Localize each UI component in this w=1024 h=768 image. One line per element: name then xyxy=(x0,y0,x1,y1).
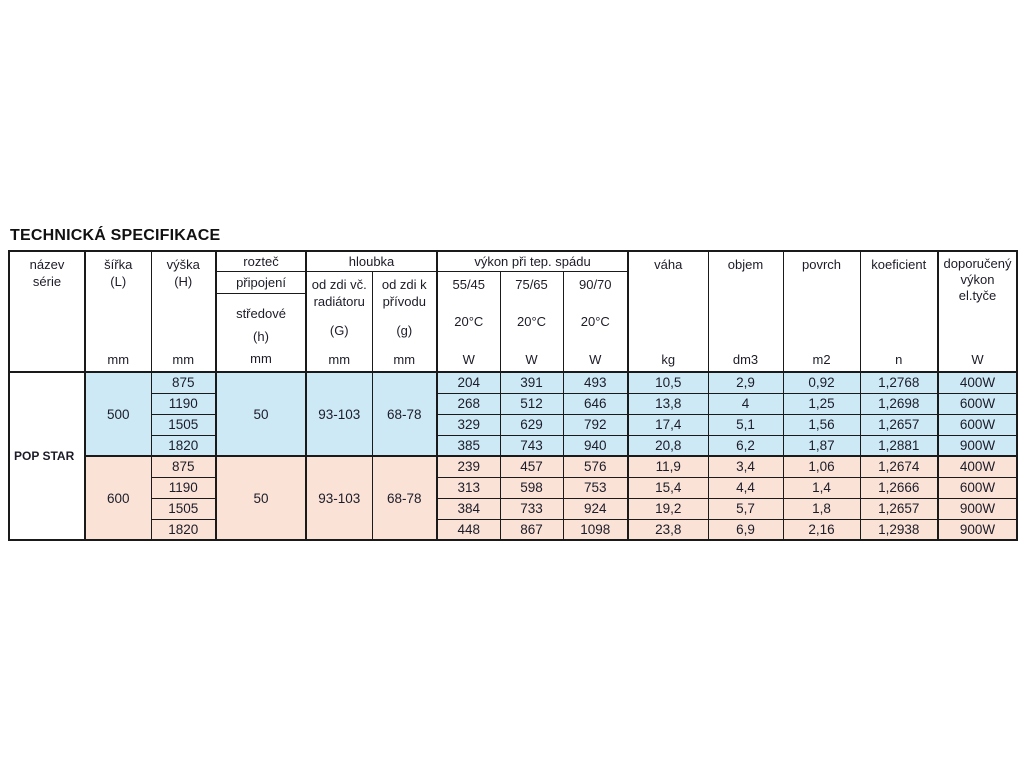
header-label: 20°C xyxy=(516,314,547,330)
unit-label: n xyxy=(895,352,903,367)
depth-radiator-cell: 93-103 xyxy=(306,456,372,540)
coefficient-cell: 1,2881 xyxy=(860,435,938,456)
header-roztec xyxy=(216,251,306,271)
height-cell: 1505 xyxy=(151,414,216,435)
header-label: rozteč xyxy=(243,253,279,269)
recommended-power-cell: 400W xyxy=(938,456,1017,477)
surface-cell: 1,56 xyxy=(783,414,860,435)
unit-label: mm xyxy=(393,351,416,367)
header-doporuceny xyxy=(938,251,1017,372)
header-povrch xyxy=(783,251,860,372)
depth-supply-cell: 68-78 xyxy=(372,456,437,540)
recommended-power-cell: 600W xyxy=(938,393,1017,414)
depth-radiator-cell: 93-103 xyxy=(306,372,372,456)
header-label: radiátoru xyxy=(313,293,365,309)
coefficient-cell: 1,2768 xyxy=(860,372,938,393)
header-label: šířka xyxy=(104,257,133,272)
header-vykon-75-65 xyxy=(500,271,563,372)
header-nazev-serie xyxy=(9,251,85,372)
header-row-1 xyxy=(9,251,1017,271)
unit-label: mm xyxy=(172,352,195,367)
volume-cell: 5,7 xyxy=(708,498,783,519)
header-label: od zdi k xyxy=(381,276,427,292)
height-cell: 1820 xyxy=(151,519,216,540)
coefficient-cell: 1,2657 xyxy=(860,498,938,519)
coefficient-cell: 1,2657 xyxy=(860,414,938,435)
surface-cell: 1,8 xyxy=(783,498,860,519)
power-75-65-cell: 743 xyxy=(500,435,563,456)
power-55-45-cell: 385 xyxy=(437,435,500,456)
width-cell: 500 xyxy=(85,372,151,456)
header-label: povrch xyxy=(802,257,842,272)
weight-cell: 19,2 xyxy=(628,498,708,519)
header-label: středové xyxy=(236,306,286,322)
coefficient-cell: 1,2938 xyxy=(860,519,938,540)
recommended-power-cell: 600W xyxy=(938,477,1017,498)
weight-cell: 15,4 xyxy=(628,477,708,498)
header-label: série xyxy=(32,274,62,289)
volume-cell: 6,2 xyxy=(708,435,783,456)
header-label: el.tyče xyxy=(958,288,997,303)
header-od-zdi-privodu xyxy=(372,271,437,372)
volume-cell: 3,4 xyxy=(708,456,783,477)
height-cell: 1190 xyxy=(151,393,216,414)
header-label: výška xyxy=(166,257,200,272)
header-label: od zdi vč. xyxy=(311,276,367,292)
weight-cell: 13,8 xyxy=(628,393,708,414)
power-90-70-cell: 493 xyxy=(563,372,628,393)
unit-label: dm3 xyxy=(732,352,759,367)
height-cell: 1505 xyxy=(151,498,216,519)
coefficient-cell: 1,2666 xyxy=(860,477,938,498)
depth-supply-cell: 68-78 xyxy=(372,372,437,456)
spec-table xyxy=(8,250,1018,541)
surface-cell: 1,4 xyxy=(783,477,860,498)
surface-cell: 1,06 xyxy=(783,456,860,477)
surface-cell: 1,25 xyxy=(783,393,860,414)
weight-cell: 10,5 xyxy=(628,372,708,393)
header-label: (g) xyxy=(396,322,413,338)
height-cell: 1190 xyxy=(151,477,216,498)
header-label: 20°C xyxy=(580,314,610,330)
table-row xyxy=(9,477,1017,498)
height-cell: 1820 xyxy=(151,435,216,456)
header-label: připojení xyxy=(236,274,286,290)
power-55-45-cell: 384 xyxy=(437,498,500,519)
roztec-cell: 50 xyxy=(216,372,306,456)
header-stredove xyxy=(216,293,306,372)
weight-cell: 17,4 xyxy=(628,414,708,435)
header-label: váha xyxy=(654,257,683,272)
header-label: 90/70 xyxy=(578,276,612,292)
table-row xyxy=(9,519,1017,540)
power-75-65-cell: 512 xyxy=(500,393,563,414)
header-label: doporučený xyxy=(943,256,1012,271)
weight-cell: 20,8 xyxy=(628,435,708,456)
recommended-power-cell: 400W xyxy=(938,372,1017,393)
power-90-70-cell: 940 xyxy=(563,435,628,456)
header-label: hloubka xyxy=(348,253,395,269)
header-label: (L) xyxy=(110,274,127,289)
power-90-70-cell: 792 xyxy=(563,414,628,435)
surface-cell: 1,87 xyxy=(783,435,860,456)
unit-label: mm xyxy=(328,351,351,367)
header-hloubka-group xyxy=(306,251,437,271)
power-55-45-cell: 329 xyxy=(437,414,500,435)
header-vykon-group xyxy=(437,251,628,271)
unit-label: mm xyxy=(107,352,130,367)
surface-cell: 2,16 xyxy=(783,519,860,540)
header-label: (G) xyxy=(329,322,349,338)
power-75-65-cell: 629 xyxy=(500,414,563,435)
recommended-power-cell: 900W xyxy=(938,435,1017,456)
coefficient-cell: 1,2698 xyxy=(860,393,938,414)
header-vyska xyxy=(151,251,216,372)
header-vykon-55-45 xyxy=(437,271,500,372)
power-55-45-cell: 268 xyxy=(437,393,500,414)
roztec-cell: 50 xyxy=(216,456,306,540)
weight-cell: 11,9 xyxy=(628,456,708,477)
power-55-45-cell: 313 xyxy=(437,477,500,498)
spec-sheet xyxy=(8,250,1018,541)
table-row xyxy=(9,372,1017,393)
table-row xyxy=(9,456,1017,477)
header-label: přívodu xyxy=(382,293,426,309)
power-75-65-cell: 391 xyxy=(500,372,563,393)
header-label: objem xyxy=(727,257,764,272)
volume-cell: 4,4 xyxy=(708,477,783,498)
coefficient-cell: 1,2674 xyxy=(860,456,938,477)
header-vaha xyxy=(628,251,708,372)
power-90-70-cell: 576 xyxy=(563,456,628,477)
height-cell: 875 xyxy=(151,456,216,477)
header-label: název xyxy=(29,257,65,272)
header-label: (H) xyxy=(174,274,193,289)
power-55-45-cell: 239 xyxy=(437,456,500,477)
header-od-zdi-radiatoru xyxy=(306,271,372,372)
header-pripojeni xyxy=(216,271,306,293)
recommended-power-cell: 900W xyxy=(938,519,1017,540)
header-label: 55/45 xyxy=(452,276,486,292)
unit-label: mm xyxy=(250,351,272,367)
table-row xyxy=(9,435,1017,456)
volume-cell: 6,9 xyxy=(708,519,783,540)
unit-label: m2 xyxy=(812,352,831,367)
header-label: 20°C xyxy=(454,314,484,330)
unit-label: W xyxy=(589,351,602,367)
power-55-45-cell: 204 xyxy=(437,372,500,393)
surface-cell: 0,92 xyxy=(783,372,860,393)
power-75-65-cell: 867 xyxy=(500,519,563,540)
power-90-70-cell: 753 xyxy=(563,477,628,498)
volume-cell: 5,1 xyxy=(708,414,783,435)
table-row xyxy=(9,498,1017,519)
height-cell: 875 xyxy=(151,372,216,393)
header-label: výkon při tep. spádu xyxy=(474,253,591,269)
power-90-70-cell: 924 xyxy=(563,498,628,519)
unit-label: W xyxy=(525,351,538,367)
unit-label: W xyxy=(971,352,984,367)
weight-cell: 23,8 xyxy=(628,519,708,540)
header-label: koeficient xyxy=(871,257,927,272)
volume-cell: 4 xyxy=(708,393,783,414)
power-75-65-cell: 457 xyxy=(500,456,563,477)
power-90-70-cell: 646 xyxy=(563,393,628,414)
header-objem xyxy=(708,251,783,372)
header-sirka xyxy=(85,251,151,372)
power-90-70-cell: 1098 xyxy=(563,519,628,540)
header-label: (h) xyxy=(253,328,269,344)
width-cell: 600 xyxy=(85,456,151,540)
header-vykon-90-70 xyxy=(563,271,628,372)
series-name-cell: POP STAR xyxy=(9,372,85,540)
table-row xyxy=(9,393,1017,414)
power-75-65-cell: 733 xyxy=(500,498,563,519)
unit-label: W xyxy=(462,351,475,367)
recommended-power-cell: 900W xyxy=(938,498,1017,519)
page-title: TECHNICKÁ SPECIFIKACE xyxy=(10,227,221,244)
power-55-45-cell: 448 xyxy=(437,519,500,540)
power-75-65-cell: 598 xyxy=(500,477,563,498)
header-label: výkon xyxy=(960,272,995,287)
table-row xyxy=(9,414,1017,435)
volume-cell: 2,9 xyxy=(708,372,783,393)
recommended-power-cell: 600W xyxy=(938,414,1017,435)
header-label: 75/65 xyxy=(515,276,548,292)
header-koeficient xyxy=(860,251,938,372)
unit-label: kg xyxy=(661,352,676,367)
